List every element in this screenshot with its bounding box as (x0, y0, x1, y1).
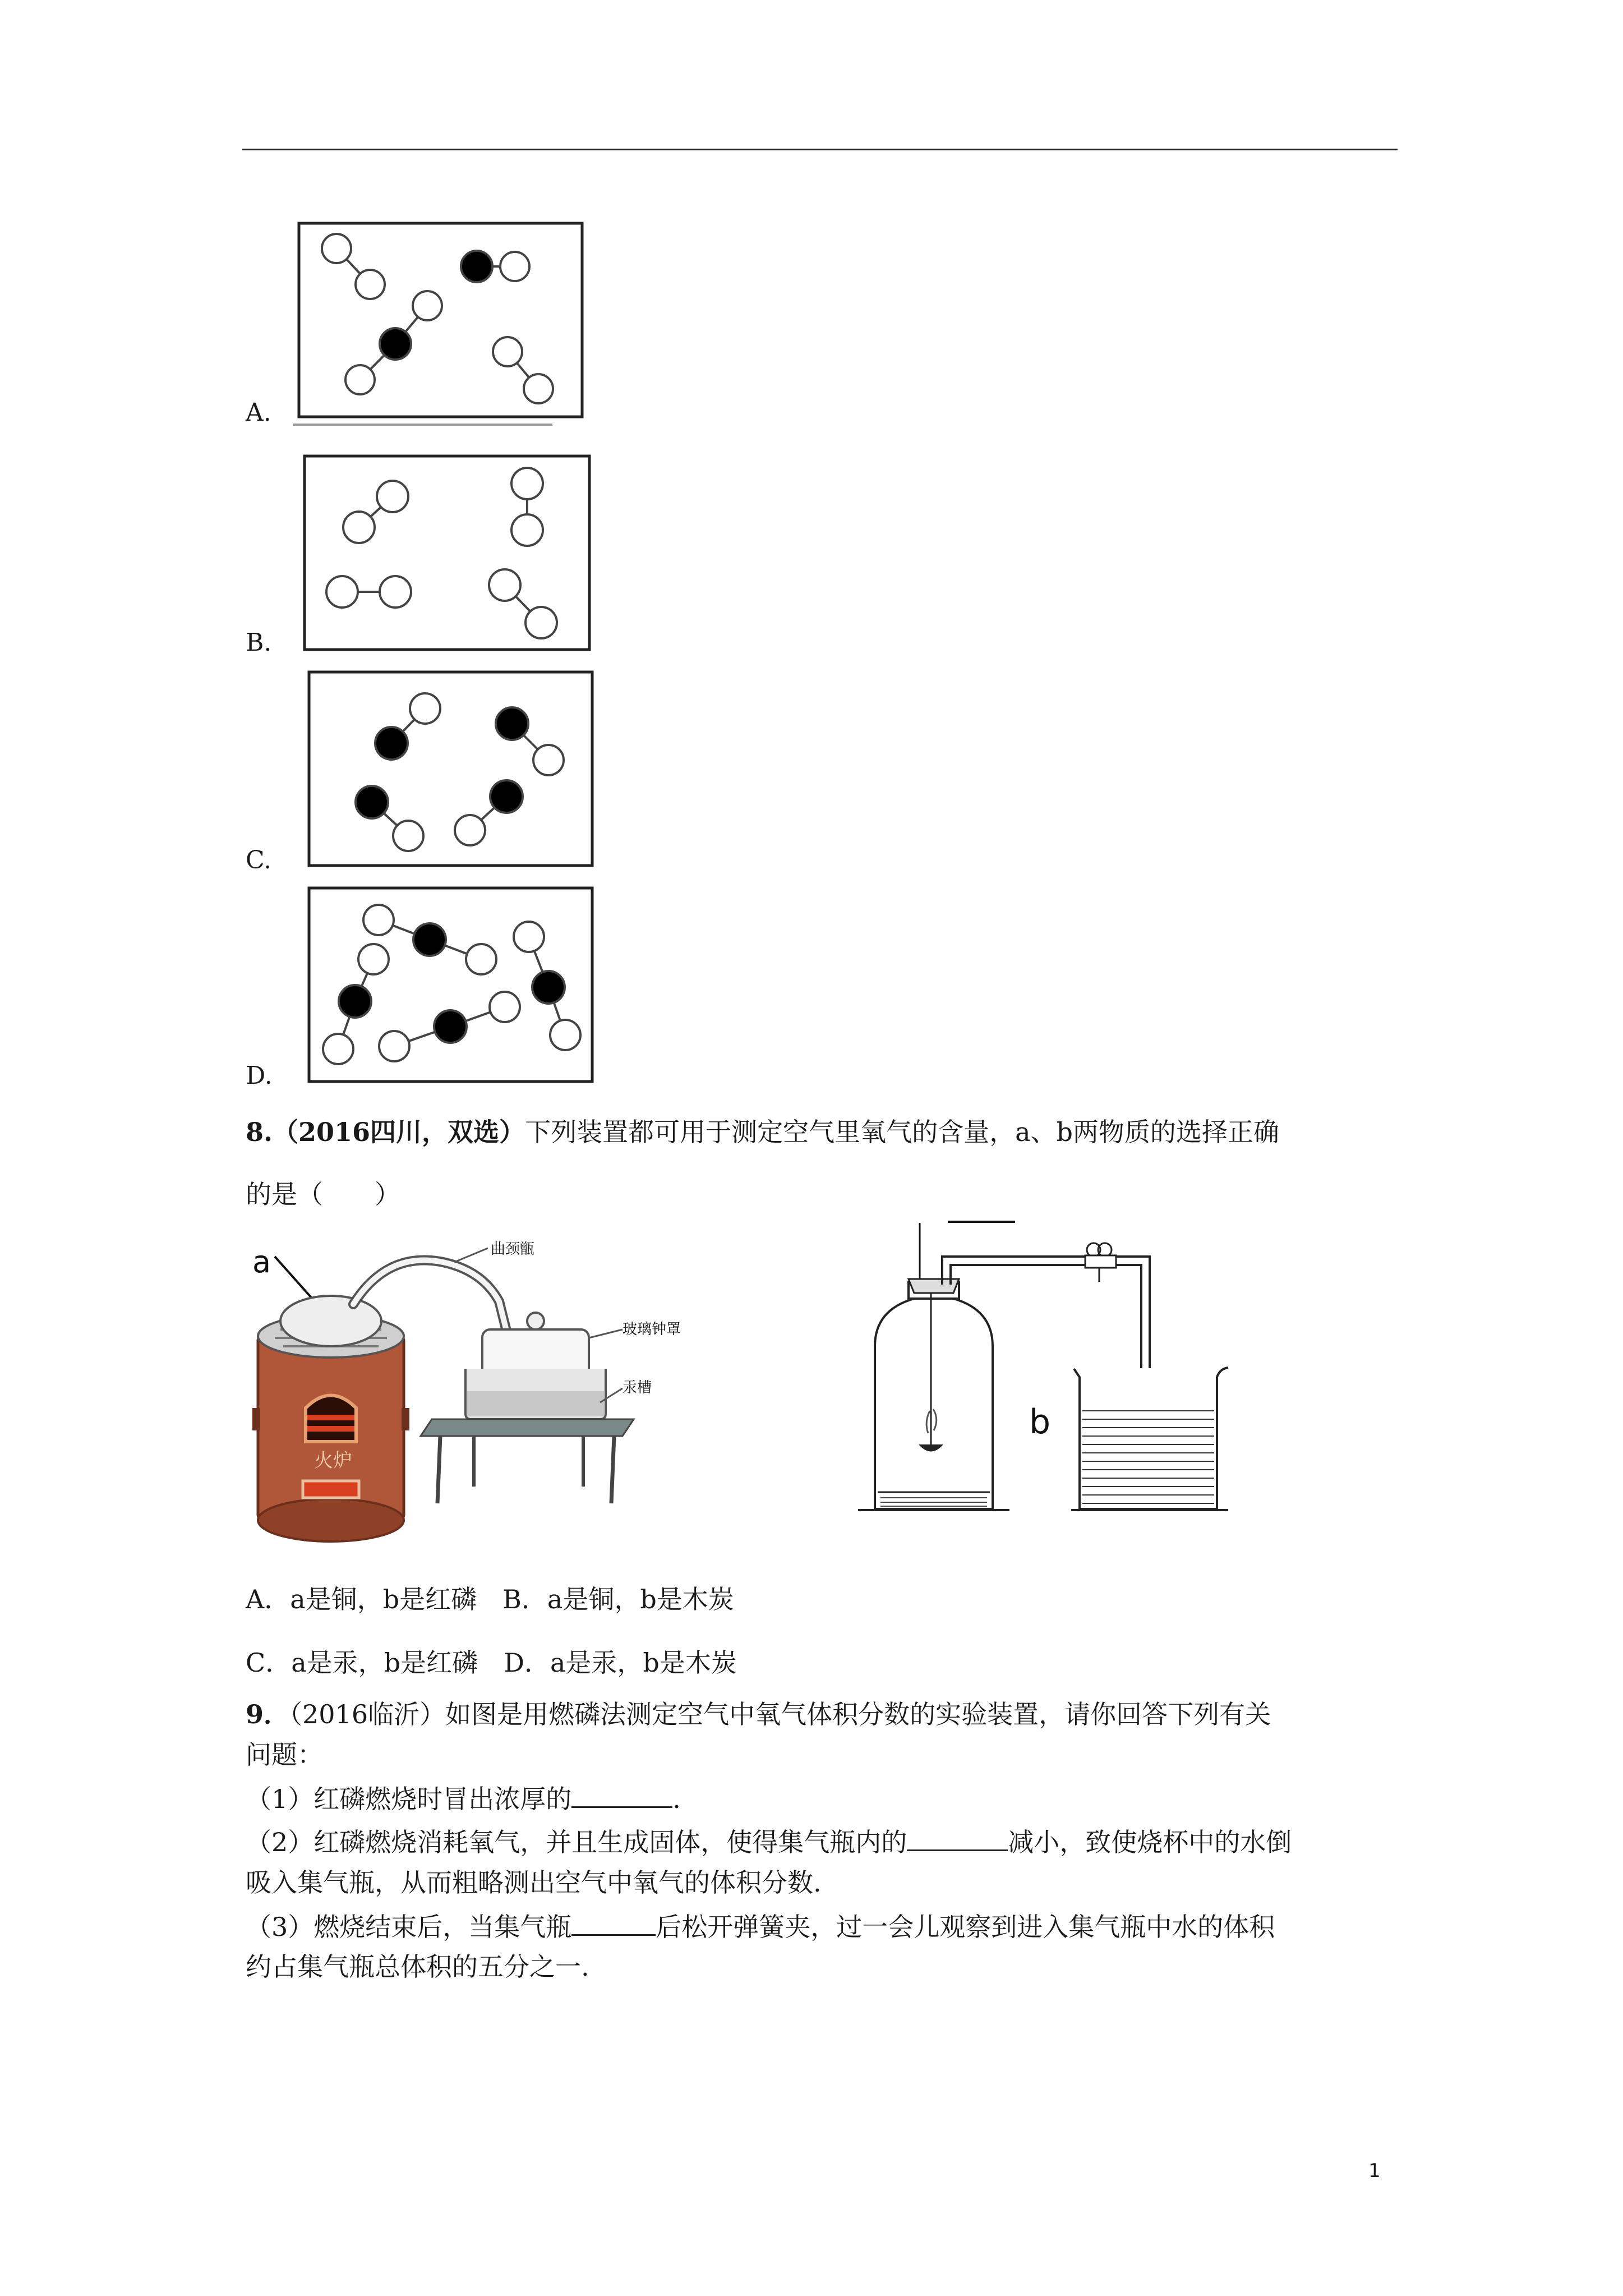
option-a-molecule-diagram (297, 222, 589, 429)
question-9-number: 9． (246, 1699, 290, 1729)
part-1-end: . (672, 1784, 681, 1814)
question-8-line-2: 的是（ ） (246, 1179, 400, 1209)
figure-tag-a: a (252, 1244, 271, 1280)
figure-tag-b: b (1029, 1402, 1051, 1442)
part-2-answer-blank[interactable] (907, 1820, 1008, 1851)
phosphorus-combustion-apparatus-figure (858, 1217, 1228, 1531)
retort-label: 曲颈甑 (491, 1241, 535, 1258)
question-8-source: （2016四川，双选） (273, 1117, 525, 1147)
page-number: 1 (1368, 2160, 1381, 2182)
option-b-molecule-diagram (303, 454, 594, 656)
furnace-label: 火炉 (314, 1450, 352, 1472)
question-9-part-3-line-2: 约占集气瓶总体积的五分之一. (246, 1952, 589, 1982)
option-d-molecule-diagram (307, 886, 599, 1088)
question-9-part-2-line-2: 吸入集气瓶，从而粗略测出空气中氧气的体积分数. (246, 1867, 822, 1898)
part-2-text: （2）红磷燃烧消耗氧气，并且生成固体，使得集气瓶内的 (246, 1827, 907, 1857)
question-8-choices-ab: A．a是铜，b是红磷 B．a是铜，b是木炭 (246, 1584, 734, 1614)
option-c-molecule-diagram (307, 670, 599, 872)
option-a-label: A. (246, 398, 271, 427)
bell-jar-label: 玻璃钟罩 (623, 1321, 681, 1338)
question-8-stem: 下列装置都可用于测定空气里氧气的含量，a、b两物质的选择正确 (525, 1117, 1279, 1147)
question-9-part-2 (246, 1820, 1292, 1862)
header-rule (242, 149, 1398, 150)
option-d-label: D. (246, 1061, 273, 1090)
option-c-label: C. (246, 846, 272, 875)
part-1-text: （1）红磷燃烧时冒出浓厚的 (246, 1784, 572, 1814)
part-3-text-after: 后松开弹簧夹，过一会儿观察到进入集气瓶中水的体积 (656, 1912, 1275, 1942)
part-2-text-after: 减小，致使烧杯中的水倒 (1008, 1827, 1292, 1857)
question-9-stem: （2016临沂）如图是用燃磷法测定空气中氧气体积分数的实验装置，请你回答下列有关 (289, 1699, 1271, 1729)
part-3-answer-blank[interactable] (571, 1905, 656, 1936)
question-9-line-2: 问题： (246, 1740, 323, 1770)
part-1-answer-blank[interactable] (571, 1777, 672, 1808)
mercury-trough-label: 汞槽 (623, 1379, 652, 1396)
option-b-label: B. (246, 628, 272, 657)
lavoisier-apparatus-figure (241, 1240, 681, 1554)
question-8-line-1 (246, 1112, 1279, 1152)
question-9-line-1 (246, 1694, 1271, 1734)
question-9-part-1 (246, 1777, 681, 1819)
question-9-part-3 (246, 1905, 1275, 1947)
question-8-number: 8. (246, 1117, 273, 1147)
part-3-text: （3）燃烧结束后，当集气瓶 (246, 1912, 572, 1942)
question-8-choices-cd: C．a是汞，b是红磷 D．a是汞，b是木炭 (246, 1648, 737, 1678)
